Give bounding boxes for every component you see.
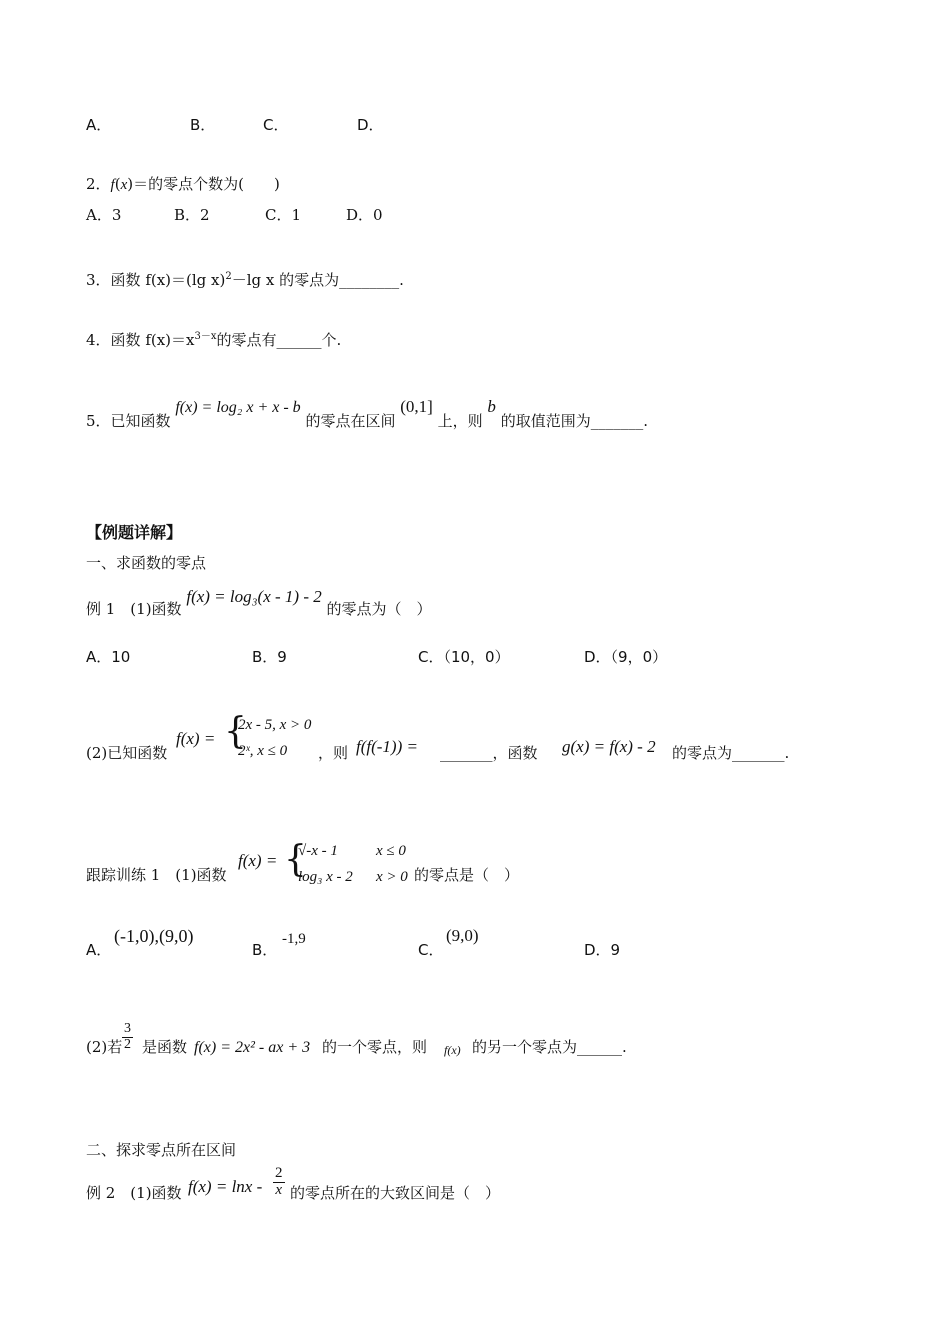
trace1-case1a: √-x - 1 — [298, 843, 338, 859]
ex1-option-b: B．9 — [252, 648, 287, 666]
q1-option-c: C． — [263, 116, 289, 134]
trace1-option-b-value: -1,9 — [282, 931, 306, 947]
ex2-tail: 的零点所在的大致区间是（ ） — [290, 1184, 501, 1202]
q2-option-c: C．1 — [265, 206, 302, 224]
trace1-case1b: x ≤ 0 — [376, 843, 406, 859]
trace1-option-c-value: (9,0) — [446, 926, 479, 945]
q3-stem: 3．函数 f(x)＝(lg x)$^2$－lg x 的零点为________. — [86, 271, 404, 289]
trace1-option-a: A． — [86, 941, 112, 959]
trace1-2-tail: 的另一个零点为______. — [472, 1038, 627, 1056]
ex2-function-lhs: f(x) = lnx - — [188, 1177, 263, 1196]
section-title: 【例题详解】 — [86, 523, 183, 542]
q2-option-d: D．0 — [346, 206, 383, 224]
ex1-2-mid2: _______，函数 — [440, 744, 538, 762]
ex1-option-d: D．（9，0） — [584, 648, 668, 666]
trace1-option-d: D．9 — [584, 941, 621, 959]
ex1-2-expr2: g(x) = f(x) - 2 — [562, 737, 656, 756]
ex1-function: f(x) = log₃(x - 1) - 2 — [186, 587, 322, 606]
trace1-function-lhs: f(x) = — [238, 851, 278, 870]
q4-stem: 4．函数 $f(x)=x^{3-x}$的零点有______个. — [86, 331, 342, 349]
ex1-2-rest: ，则 — [318, 744, 349, 762]
trace1-2-mid1: 是函数 — [142, 1038, 188, 1056]
part1-title: 一、求函数的零点 — [86, 554, 207, 572]
trace1-brace: { — [284, 839, 307, 880]
q2-option-a: A．3 — [86, 206, 122, 224]
ex1-option-a: A．10 — [86, 648, 131, 666]
trace1-case2a: log₃ x - 2 — [298, 869, 353, 885]
ex1-2-tail: 的零点为_______. — [672, 744, 790, 762]
ex1-2-brace: { — [224, 711, 247, 752]
q1-option-b: B． — [190, 116, 216, 134]
ex1-stem: 例 1 (1)函数 f(x) = log₃(x - 1) - 2 的零点为（ ） — [86, 587, 432, 618]
trace1-2-mid2: 的一个零点，则 — [322, 1038, 428, 1056]
q1-option-a: A． — [86, 116, 112, 134]
q5-stem: 5．已知函数 f(x) = log₂ x + x - b 的零点在区间 (0,1] 上，则 b 的取值范围为_______. — [86, 397, 648, 430]
q1-option-d: D． — [357, 116, 384, 134]
q2-option-b: B．2 — [174, 206, 210, 224]
ex1-2-expr1: f(f(-1)) = — [356, 737, 418, 756]
trace1-option-c: C． — [418, 941, 444, 959]
ex1-2-function-lhs: f(x) = — [176, 729, 216, 748]
ex1-2-case2: 2ˣ, x ≤ 0 — [238, 743, 288, 759]
trace1-option-a-value: (-1,0),(9,0) — [114, 926, 194, 946]
q5-function: f(x) = log₂ x + x - b — [175, 399, 301, 416]
ex1-2-case1: 2x - 5, x > 0 — [238, 717, 312, 733]
trace1-tail: 的零点是（ ） — [414, 866, 520, 884]
q2-stem: 2．f(x)＝的零点个数为( ) — [86, 175, 280, 193]
ex2-fraction: $\frac{2}{x}$ — [275, 1165, 283, 1198]
ex1-2-label: (2)已知函数 — [86, 744, 168, 762]
trace1-label: 跟踪训练 1 (1)函数 — [86, 866, 227, 884]
trace1-case2b: x > 0 — [376, 869, 408, 885]
ex1-option-c: C．（10，0） — [418, 648, 510, 666]
ex2-label: 例 2 (1)函数 — [86, 1184, 182, 1202]
part2-title: 二、探求零点所在区间 — [86, 1141, 237, 1159]
trace1-2-fx: f(x) — [444, 1043, 461, 1057]
trace1-option-b: B． — [252, 941, 278, 959]
trace1-2-fraction: $\frac{3}{2}$ — [124, 1021, 131, 1052]
q5-interval: (0,1] — [400, 397, 433, 416]
trace1-2-function: f(x) = 2x² - ax + 3 — [194, 1039, 311, 1056]
trace1-2-label: (2)若 — [86, 1038, 123, 1056]
